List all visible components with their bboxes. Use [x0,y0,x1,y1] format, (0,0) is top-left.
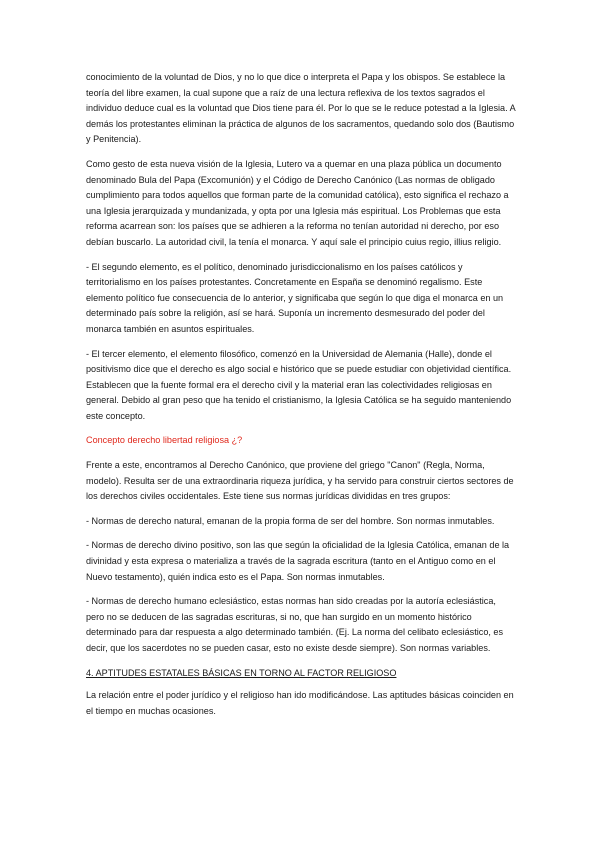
paragraph-normas-divino: - Normas de derecho divino positivo, son las que según la oficialidad de la Iglesia Católica, emanan de la divinidad y esta expresa o materializa a través de la sagrada escritura (tanto en el Antiguo como en el Nuevo testamento), quién indica esto es el Papa. Son normas inmutables. [86,540,510,582]
document-page [86,70,516,728]
paragraph-normas-natural: - Normas de derecho natural, emanan de la propia forma de ser del hombre. Son normas inmutables. [86,515,495,526]
paragraph-tercer-elemento: - El tercer elemento, el elemento filosófico, comenzó en la Universidad de Alemania (Halle), donde el positivismo dice que el derecho es algo social e histórico que se puede estudiar con objetividad científica. Establecen que la fuente formal era el derecho civil y la material eran las colectividades religiosas en general. Debido al gran peso que ha tenido el cristianismo, la Iglesia Católica se ha seguido manteniendo este concepto. [86,348,512,421]
paragraph-derecho-canonico: Frente a este, encontramos al Derecho Canónico, que proviene del griego "Canon" (Regla, Norma, modelo). Resulta ser de una extraordinaria riqueza jurídica, y ha servido para construir ciertos sectores de los derechos civiles occidentales. Este tiene sus normas jurídicas divididas en tres grupos: [86,460,514,502]
section-heading-aptitudes: 4. APTITUDES ESTATALES BÁSICAS EN TORNO AL FACTOR RELIGIOSO [86,667,397,678]
paragraph-relacion-poder: La relación entre el poder jurídico y el religioso han ido modificándose. Las aptitudes básicas coinciden en el tiempo en muchas ocasiones. [86,690,514,716]
paragraph-reforma-conocimiento: conocimiento de la voluntad de Dios, y no lo que dice o interpreta el Papa y los obispos. Se establece la teoría del libre examen, la cual supone que a raíz de una lectura reflexiva de los textos sagrados el individuo deduce cual es la voluntad que Dios tiene para él. Por lo que se le reduce potestad a la Iglesia. A demás los protestantes eliminan la práctica de algunos de los sacramentos, quedando solo dos (Bautismo y Penitencia). [86,72,516,145]
red-heading-libertad-religiosa: Concepto derecho libertad religiosa ¿? [86,435,243,446]
paragraph-lutero-bula: Como gesto de esta nueva visión de la Iglesia, Lutero va a quemar en una plaza pública un documento denominado Bula del Papa (Excomunión) y el Código de Derecho Canónico (Las normas de obligado cumplimiento para todos aquellos que forman parte de la comunidad católica), esto significa el rechazo a una Iglesia jerarquizada y mundanizada, y opta por una Iglesia más espiritual. Los Problemas que esta reforma acarrean son: los países que se adhieren a la reforma no tenían autoridad ni derecho, por eso debían buscarlo. La autoridad civil, la tenía el monarca. Y aquí sale el principio cuius regio, illius religio. [86,158,509,247]
paragraph-segundo-elemento: - El segundo elemento, es el político, denominado jurisdiccionalismo en los países católicos y territorialismo en los países protestantes. Concretamente en España se denominó regalismo. Este elemento político fue consecuencia de lo anterior, y significaba que según lo que diga el monarca en un determinado país sobre la religión, así se hará. Suponía un incremento desmesurado del poder del monarca también en asuntos espirituales. [86,261,504,334]
paragraph-normas-humano: - Normas de derecho humano eclesiástico, estas normas han sido creadas por la autoría eclesiástica, pero no se deducen de las sagradas escrituras, si no, que han surgido en un momento histórico determinado para dar respuesta a algo determinado también. (Ej. La norma del celibato eclesiástico, es decir, que los sacerdotes no se pueden casar, esto no existe desde siempre). Son normas variables. [86,596,504,653]
